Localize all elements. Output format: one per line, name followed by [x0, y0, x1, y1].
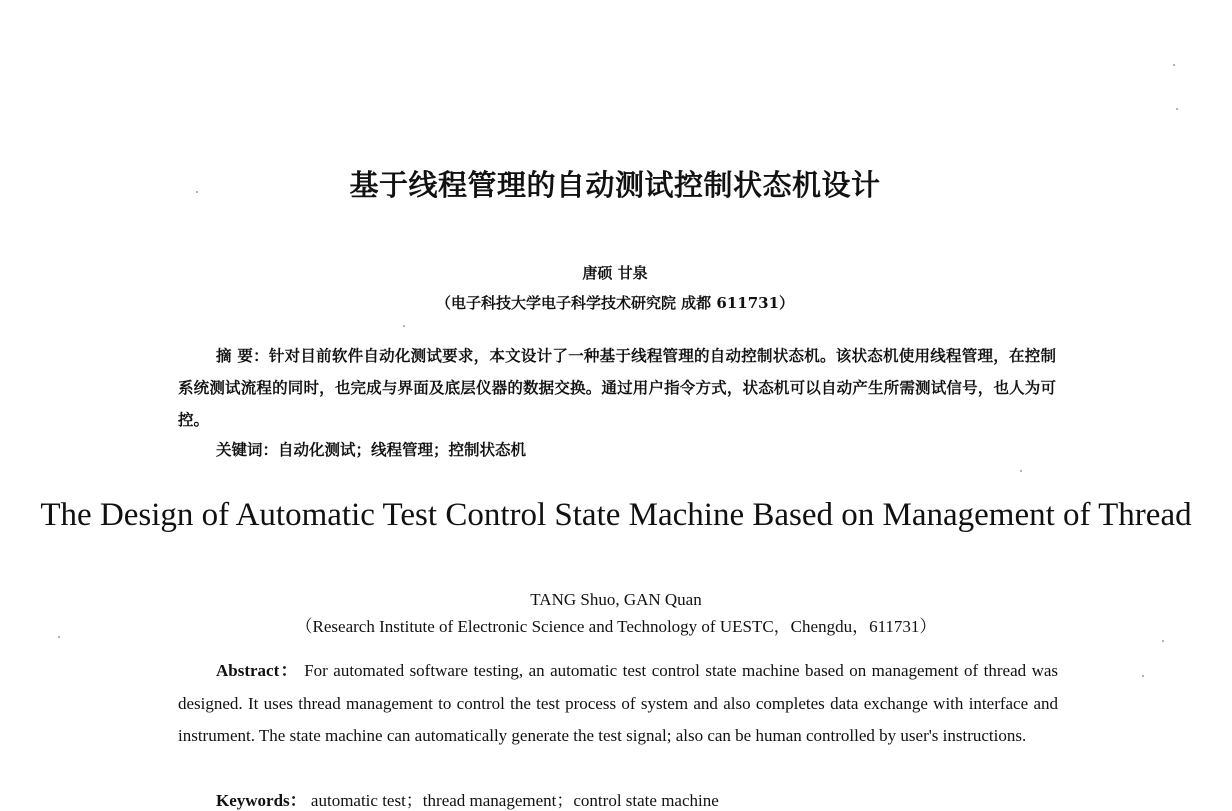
- scan-speck: [1162, 640, 1164, 642]
- english-abstract: [178, 655, 1058, 753]
- scan-speck: [1142, 675, 1144, 677]
- scan-speck: [1173, 64, 1175, 66]
- scan-speck: [1020, 470, 1022, 472]
- scan-speck: [1176, 108, 1178, 110]
- english-keywords: [216, 786, 1056, 811]
- english-abstract-text: For automated software testing, an automatic test control state machine based on management of thread was designed. It uses thread management to control the test process of system and also completes data exchange with interface and instrument. The state machine can automatically generate the test signal; also can be human controlled by user's instructions.: [178, 661, 1059, 745]
- english-authors: TANG Shuo, GAN Quan: [530, 590, 702, 609]
- english-title: The Design of Automatic Test Control State Machine Based on Management of Thread: [40, 497, 1192, 533]
- chinese-affiliation: （电子科技大学电子科学技术研究院 成都 611731）: [435, 294, 795, 312]
- chinese-title: 基于线程管理的自动测试控制状态机设计: [349, 168, 881, 202]
- chinese-authors: 唐硕 甘泉: [582, 264, 648, 282]
- scan-speck: [403, 325, 405, 327]
- chinese-keywords: [216, 438, 1056, 460]
- chinese-abstract: [178, 340, 1056, 436]
- scan-speck: [196, 191, 198, 193]
- chinese-keywords-label: 关键词：: [216, 441, 279, 459]
- chinese-keywords-text: 自动化测试；线程管理；控制状态机: [278, 440, 527, 459]
- chinese-abstract-label: 摘 要：: [216, 347, 269, 365]
- english-keywords-text: automatic test；thread management；control state machine: [310, 791, 719, 810]
- english-abstract-label: Abstract：: [216, 661, 299, 680]
- english-affiliation: （Research Institute of Electronic Science and Technology of UESTC，Chengdu，611731）: [295, 617, 937, 636]
- scan-speck: [58, 636, 60, 638]
- english-keywords-label: Keywords：: [216, 791, 307, 810]
- chinese-abstract-text: 针对目前软件自动化测试要求，本文设计了一种基于线程管理的自动控制状态机。该状态机使用线程管理，在控制系统测试流程的同时，也完成与界面及底层仪器的数据交换。通过用户指令方式，状态机可以自动产生所需测试信号，也人为可控。: [178, 346, 1056, 429]
